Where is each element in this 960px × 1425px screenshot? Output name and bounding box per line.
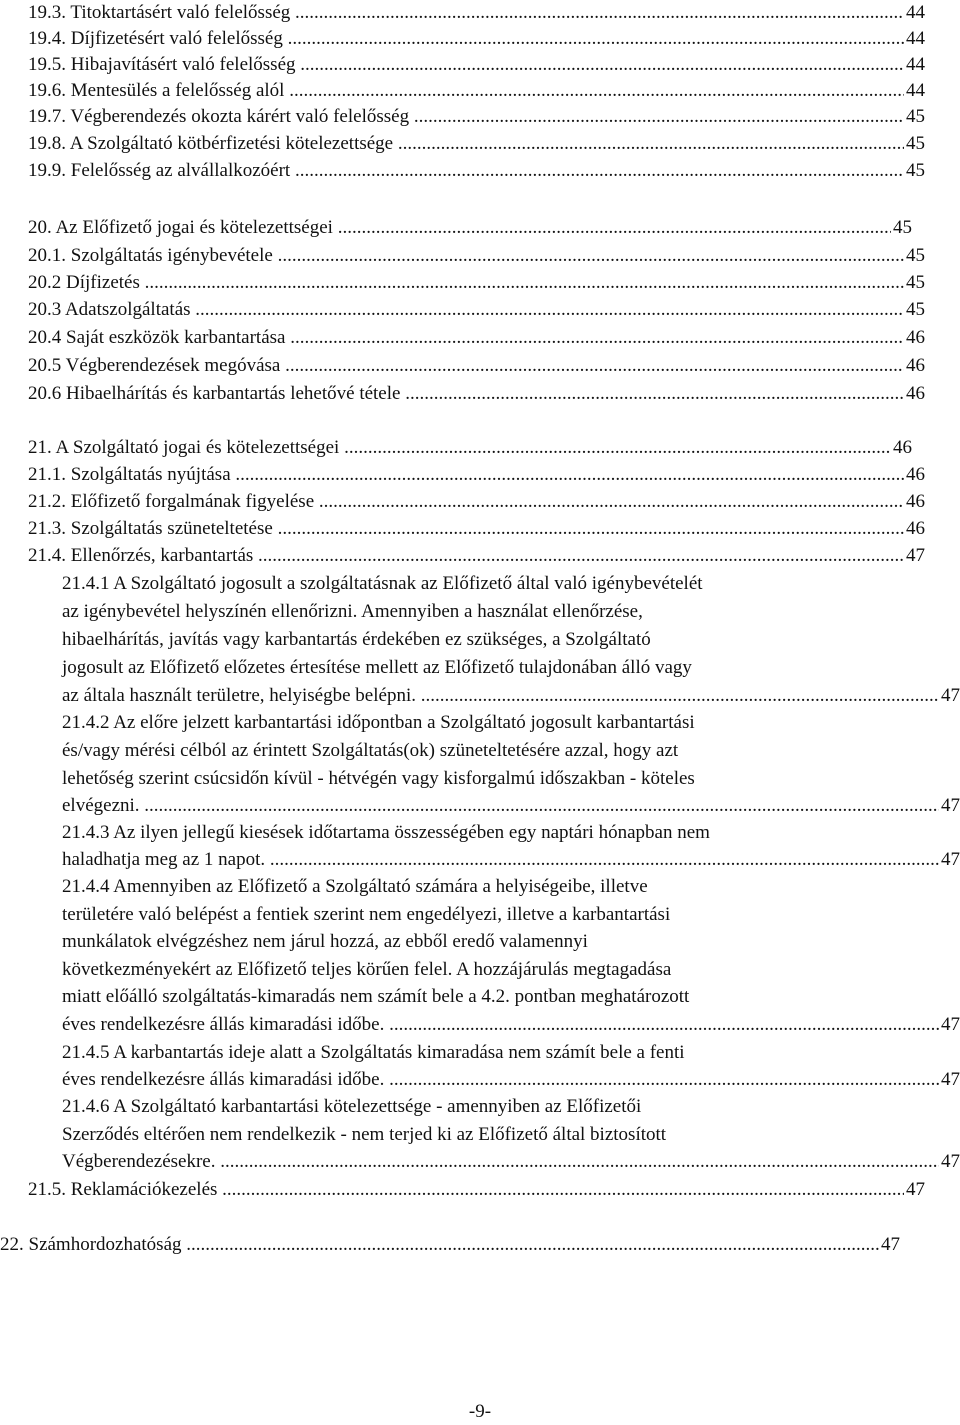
toc-entry-title: 20. Az Előfizető jogai és kötelezettségei ..... [28, 217, 912, 238]
toc-entry-page: 45 [904, 269, 925, 296]
toc-entry[interactable] [28, 434, 912, 461]
toc-entry[interactable] [0, 1231, 900, 1258]
toc-entry[interactable] [28, 324, 925, 351]
toc-entry-page: 46 [904, 488, 925, 515]
toc-entry-title: 20.5 Végberendezések megóvása ..... [28, 355, 925, 376]
toc-entry-title: 19.7. Végberendezés okozta kárért való felelősség ..... [28, 106, 925, 127]
toc-entry-line: éves rendelkezésre állás kimaradási időbe. ..... [62, 1014, 960, 1035]
toc-entry[interactable] [28, 77, 925, 104]
toc-entry[interactable] [28, 214, 912, 241]
toc-entry-line: az igénybevétel helyszínén ellenőrizni. Amennyiben a használat ellenőrzése, [62, 601, 643, 622]
toc-entry[interactable] [28, 242, 925, 269]
toc-entry-title: 19.3. Titoktartásért való felelősség ..... [28, 2, 925, 23]
toc-entry-line: 21.4.3 Az ilyen jellegű kiesések időtartama összességében egy naptári hónapban nem [62, 822, 710, 843]
page-number-footer: -9- [468, 1401, 492, 1422]
toc-entry-line: lehetőség szerint csúcsidőn kívül - hétvégén vagy kisforgalmú időszakban - köteles [62, 768, 695, 789]
toc-entry-title: 20.6 Hibaelhárítás és karbantartás lehetővé tétele ..... [28, 383, 925, 404]
toc-entry-title: 19.8. A Szolgáltató kötbérfizetési kötelezettsége ..... [28, 133, 925, 154]
toc-entry-line: következményekért az Előfizető teljes körűen felel. A hozzájárulás megtagadása [62, 959, 672, 980]
toc-entry-page: 46 [904, 352, 925, 379]
toc-entry[interactable] [28, 157, 925, 184]
toc-entry-page: 44 [904, 77, 925, 104]
toc-entry-line: 21.4.5 A karbantartás ideje alatt a Szolgáltatás kimaradása nem számít bele a fenti [62, 1042, 685, 1063]
toc-entry[interactable] [28, 296, 925, 323]
toc-entry-page: 46 [904, 515, 925, 542]
toc-entry[interactable] [28, 461, 925, 488]
toc-entry-page: 47 [939, 846, 960, 873]
toc-entry-title: 20.2 Díjfizetés ..... [28, 272, 925, 293]
toc-entry-page: 47 [904, 542, 925, 569]
toc-entry-line: hibaelhárítás, javítás vagy karbantartás érdekében ez szükséges, a Szolgáltató [62, 629, 651, 650]
toc-entry[interactable] [28, 51, 925, 78]
toc-entry-page: 45 [904, 242, 925, 269]
toc-entry-line: 21.4.2 Az előre jelzett karbantartási időpontban a Szolgáltató jogosult karbantartási [62, 712, 695, 733]
toc-entry-page: 46 [891, 434, 912, 461]
toc-entry[interactable] [62, 682, 960, 709]
toc-entry-title: 20.3 Adatszolgáltatás ..... [28, 299, 925, 320]
toc-entry-title: 19.6. Mentesülés a felelősség alól ..... [28, 80, 925, 101]
toc-entry[interactable] [28, 0, 925, 26]
toc-entry-page: 46 [904, 380, 925, 407]
toc-entry-title: 22. Számhordozhatóság ..... [0, 1234, 900, 1255]
toc-entry-line: Végberendezésekre. ..... [62, 1151, 960, 1172]
toc-entry-line: jogosult az Előfizető előzetes értesítése mellett az Előfizető tulajdonában álló vagy [62, 657, 692, 678]
toc-entry[interactable] [28, 130, 925, 157]
toc-entry-page: 44 [904, 51, 925, 78]
toc-entry[interactable] [28, 269, 925, 296]
toc-entry-page: 45 [904, 103, 925, 130]
toc-entry-line: haladhatja meg az 1 napot. ..... [62, 849, 960, 870]
toc-entry-line: és/vagy mérési célból az érintett Szolgáltatás(ok) szüneteltetésére azzal, hogy azt [62, 740, 679, 761]
toc-entry[interactable] [28, 352, 925, 379]
toc-entry-line: az általa használt területre, helyiségbe belépni. ..... [62, 685, 960, 706]
toc-entry-line: munkálatok elvégzéshez nem járul hozzá, az ebből eredő valamennyi [62, 931, 588, 952]
toc-entry-line: elvégezni. ..... [62, 795, 960, 816]
toc-entry-line: 21.4.1 A Szolgáltató jogosult a szolgáltatásnak az Előfizető által való igénybevételét [62, 573, 703, 594]
toc-entry-line: miatt előálló szolgáltatás-kimaradás nem számít bele a 4.2. pontban meghatározott [62, 986, 690, 1007]
toc-entry[interactable] [62, 792, 960, 819]
toc-entry-title: 21. A Szolgáltató jogai és kötelezettségei ..... [28, 437, 912, 458]
toc-entry-page: 44 [904, 25, 925, 52]
toc-entry-title: 21.1. Szolgáltatás nyújtása ..... [28, 464, 925, 485]
toc-entry-page: 46 [904, 324, 925, 351]
toc-entry-page: 45 [904, 296, 925, 323]
toc-entry-page: 47 [939, 1011, 960, 1038]
toc-entry-line: éves rendelkezésre állás kimaradási időbe. ..... [62, 1069, 960, 1090]
toc-entry[interactable] [28, 25, 925, 52]
toc-entry-page: 45 [891, 214, 912, 241]
toc-entry[interactable] [62, 846, 960, 873]
toc-entry-page: 47 [939, 682, 960, 709]
toc-entry-title: 19.4. Díjfizetésért való felelősség ..... [28, 28, 925, 49]
toc-entry-page: 47 [904, 1176, 925, 1203]
toc-entry-page: 45 [904, 157, 925, 184]
toc-entry-title: 19.9. Felelősség az alvállalkozóért ..... [28, 160, 925, 181]
toc-entry-line: Szerződés eltérően nem rendelkezik - nem terjed ki az Előfizető által biztosított [62, 1124, 667, 1145]
toc-entry-title: 21.2. Előfizető forgalmának figyelése ..... [28, 491, 925, 512]
toc-entry-title: 21.4. Ellenőrzés, karbantartás ..... [28, 545, 925, 566]
toc-entry-line: 21.4.4 Amennyiben az Előfizető a Szolgáltató számára a helyiségeibe, illetve [62, 876, 648, 897]
toc-entry[interactable] [28, 380, 925, 407]
toc-entry-title: 21.3. Szolgáltatás szüneteltetése ..... [28, 518, 925, 539]
toc-entry-page: 47 [939, 792, 960, 819]
toc-entry[interactable] [62, 1148, 960, 1175]
toc-entry-title: 19.5. Hibajavításért való felelősség ..... [28, 54, 925, 75]
toc-entry-title: 20.4 Saját eszközök karbantartása ..... [28, 327, 925, 348]
toc-entry-page: 45 [904, 130, 925, 157]
toc-entry[interactable] [62, 1066, 960, 1093]
toc-entry[interactable] [28, 103, 925, 130]
toc-entry-title: 21.5. Reklamációkezelés ..... [28, 1179, 925, 1200]
toc-entry-title: 20.1. Szolgáltatás igénybevétele ..... [28, 245, 925, 266]
toc-entry-page: 46 [904, 461, 925, 488]
toc-entry[interactable] [28, 488, 925, 515]
toc-entry-line: 21.4.6 A Szolgáltató karbantartási kötelezettsége - amennyiben az Előfizetői [62, 1096, 642, 1117]
toc-entry[interactable] [62, 1011, 960, 1038]
toc-entry[interactable] [28, 542, 925, 569]
toc-entry-page: 47 [879, 1231, 900, 1258]
toc-entry-page: 47 [939, 1066, 960, 1093]
toc-entry[interactable] [28, 1176, 925, 1203]
toc-entry-page: 47 [939, 1148, 960, 1175]
toc-entry[interactable] [28, 515, 925, 542]
toc-entry-page: 44 [904, 0, 925, 26]
toc-entry-line: területére való belépést a fentiek szerint nem engedélyezi, illetve a karbantartási [62, 904, 671, 925]
